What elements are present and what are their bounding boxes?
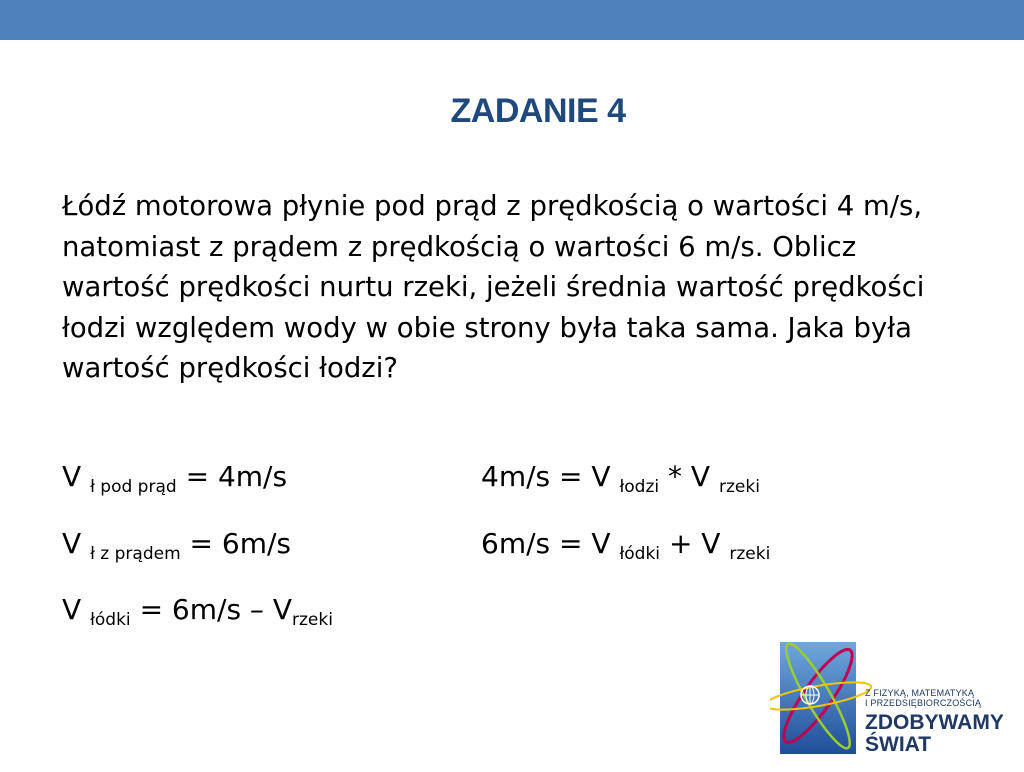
logo-tagline-1: Z FIZYKĄ, MATEMATYKĄ: [865, 688, 975, 698]
eq-subscript-lodzi: łodzi: [619, 477, 660, 497]
problem-text: Łódź motorowa płynie pod prąd z prędkością o wartości 4 m/s, natomiast z prądem z prędkością o wartości 6 m/s. Oblicz wartość prędkości nurtu rzeki, jeżeli średnia wartość prędkości łodzi względem wody w obie strony była taka sama. Jaka była wartość prędkości łodzi?: [62, 190, 925, 384]
equation-v-lodki: [62, 593, 333, 630]
eq-mid: * V: [668, 460, 711, 493]
logo-title-1: ZDOBYWAMY: [865, 711, 1004, 734]
eq-mid: + V: [668, 527, 721, 560]
eq-lhs: 4m/s = V: [481, 460, 611, 493]
project-logo: [770, 620, 1024, 768]
top-bar: [0, 0, 1024, 40]
eq-value: = 6m/s – V: [139, 593, 292, 626]
eq-symbol: V: [62, 460, 82, 493]
equation-sum: [481, 527, 771, 564]
eq-value: = 4m/s: [185, 460, 288, 493]
eq-subscript-rzeki: rzeki: [718, 477, 760, 497]
logo-tagline-2: I PRZEDSIĘBIORCZOŚCIĄ: [865, 698, 982, 708]
eq-symbol: V: [62, 527, 82, 560]
eq-subscript: ł pod prąd: [90, 477, 177, 497]
equation-v-z-pradem: [62, 527, 292, 564]
eq-subscript: łódki: [90, 610, 131, 630]
eq-subscript-rzeki: rzeki: [729, 544, 771, 564]
eq-lhs: 6m/s = V: [481, 527, 611, 560]
eq-subscript-rzeki: rzeki: [292, 610, 333, 630]
logo-title-2: ŚWIAT: [865, 733, 932, 756]
eq-value: = 6m/s: [189, 527, 292, 560]
slide-title: ZADANIE 4: [450, 92, 626, 130]
eq-subscript: ł z prądem: [90, 544, 181, 564]
equation-v-pod-prad: [62, 460, 288, 497]
eq-symbol: V: [62, 593, 82, 626]
eq-subscript-lodki: łódki: [619, 544, 661, 564]
equation-product: [481, 460, 760, 497]
